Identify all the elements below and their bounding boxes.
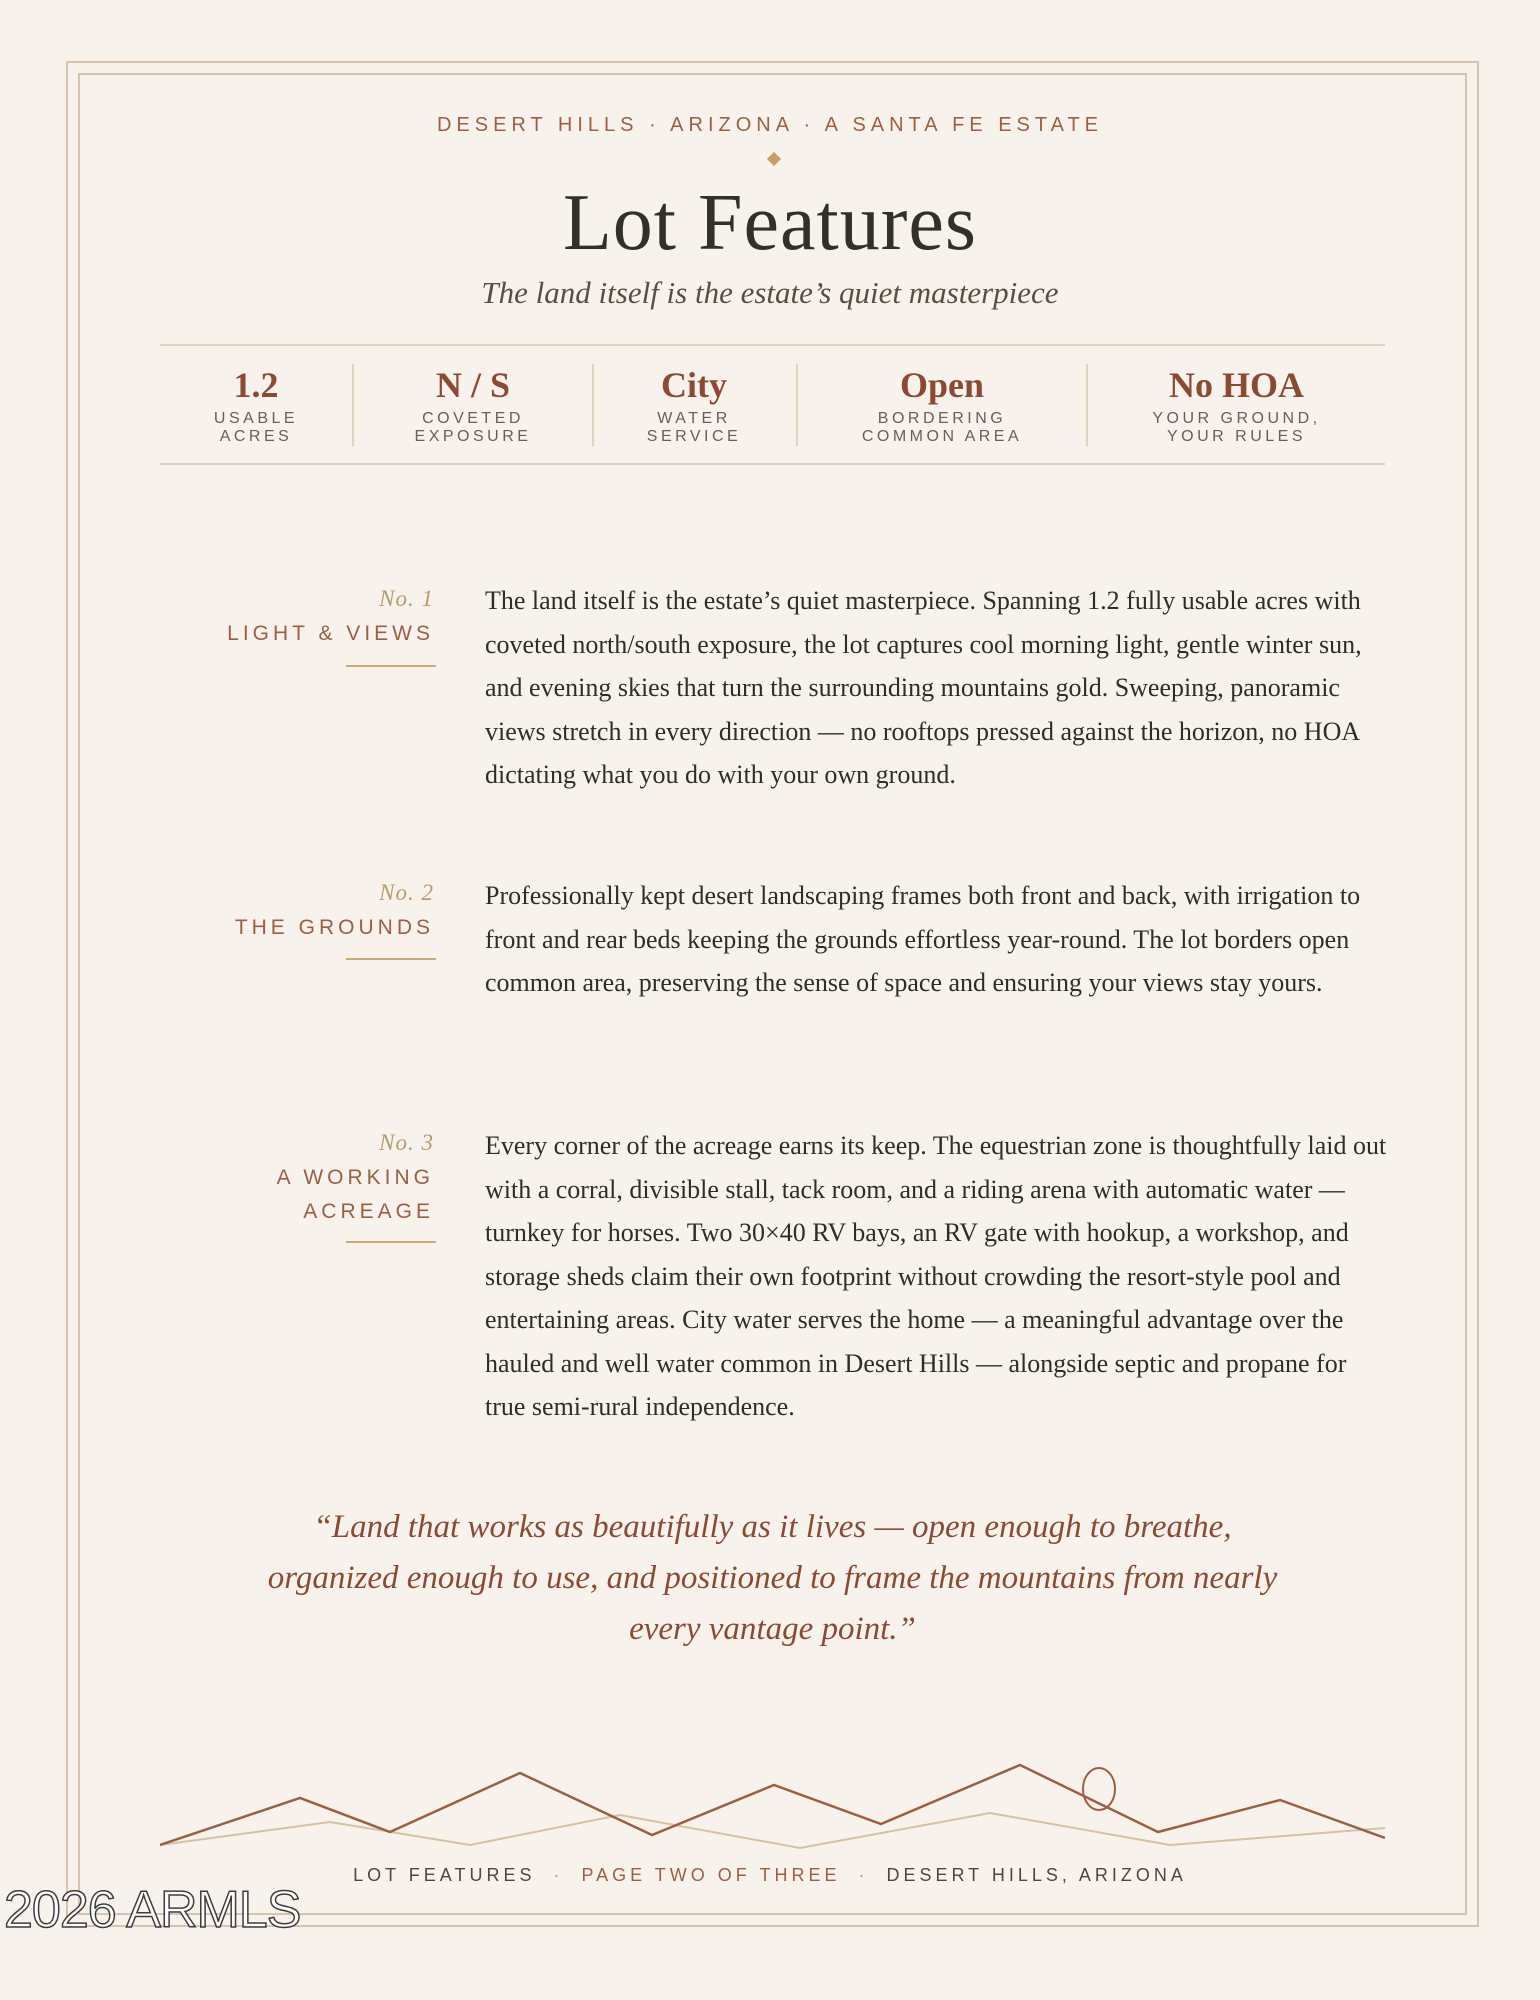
mountain-back-line bbox=[160, 1813, 1385, 1848]
mls-watermark: 2026 ARMLS bbox=[4, 1881, 301, 1939]
mountain-front-line bbox=[160, 1765, 1385, 1845]
section-3-label: A WORKING ACREAGE bbox=[276, 1166, 434, 1223]
section-1-body: The land itself is the estate’s quiet masterpiece. Spanning 1.2 fully usable acres with coveted north/south exposure, the lot captures cool morning light, gentle winter sun, and evening skies that turn the surrounding mountains gold. Sweeping, panoramic views stretch in every direction — no rooftops pressed against the horizon, no HOA dictating what you do with your own ground. bbox=[485, 586, 1362, 789]
eyebrow-location: DESERT HILLS · ARIZONA · A SANTA FE ESTATE bbox=[436, 114, 1104, 136]
section-2-label: THE GROUNDS bbox=[234, 916, 434, 939]
stat-label: YOUR GROUND, YOUR RULES bbox=[1152, 410, 1321, 445]
stat-label: BORDERING COMMON AREA bbox=[861, 410, 1023, 445]
footer-section: LOT FEATURES bbox=[353, 1865, 536, 1885]
stat-value: No HOA bbox=[1169, 365, 1304, 405]
footer-page-number: PAGE TWO OF THREE bbox=[581, 1865, 841, 1885]
stat-label: USABLE ACRES bbox=[213, 410, 299, 445]
section-3-body: Every corner of the acreage earns its keep. The equestrian zone is thoughtfully laid out with a corral, divisible stall, tack room, and a riding arena with automatic water — turnkey for horses. Two 30×40 RV bays, an RV gate with hookup, a workshop, and storage sheds claim their own footprint without crowding the resort-style pool and entertaining areas. City water serves the home — a meaningful advantage over the hauled and well water common in Desert Hills — alongside septic and propane for true semi-rural independence. bbox=[485, 1131, 1387, 1421]
footer-separator: · bbox=[553, 1865, 564, 1885]
section-1-rule bbox=[346, 665, 436, 667]
stat-value: Open bbox=[899, 365, 985, 405]
section-2-number: No. 2 bbox=[379, 880, 434, 905]
section-2-rule bbox=[346, 958, 436, 960]
section-3-number: No. 3 bbox=[379, 1130, 434, 1155]
stat-exposure bbox=[354, 346, 592, 464]
section-3-rule bbox=[346, 1241, 436, 1243]
stats-bar bbox=[160, 346, 1385, 464]
stat-acres bbox=[160, 346, 352, 464]
stat-label: WATER SERVICE bbox=[646, 410, 742, 445]
stat-common-area bbox=[798, 346, 1086, 464]
stat-label: COVETED EXPOSURE bbox=[414, 410, 532, 445]
mountain-range-icon bbox=[160, 1740, 1385, 1855]
footer-separator: · bbox=[858, 1865, 869, 1885]
pull-quote: “Land that works as beautifully as it lives — open enough to breathe, organized enough to use, and positioned to frame the mountains from nearly every vantage point.” bbox=[267, 1509, 1278, 1647]
stat-value: 1.2 bbox=[233, 365, 279, 405]
stat-value: City bbox=[661, 365, 727, 405]
stat-hoa bbox=[1088, 346, 1385, 464]
stat-water bbox=[594, 346, 794, 464]
section-1-label: LIGHT & VIEWS bbox=[227, 622, 434, 645]
stat-value: N / S bbox=[435, 365, 511, 405]
page-subtitle: The land itself is the estate’s quiet masterpiece bbox=[481, 275, 1059, 310]
section-2-body: Professionally kept desert landscaping frames both front and back, with irrigation to front and rear beds keeping the grounds effortless year-round. The lot borders open common area, preserving the sense of space and ensuring your views stay yours. bbox=[485, 881, 1361, 997]
footer-location: DESERT HILLS, ARIZONA bbox=[886, 1865, 1187, 1885]
section-1-number: No. 1 bbox=[379, 586, 434, 611]
stats-bottom-rule bbox=[160, 463, 1385, 465]
page-title: Lot Features bbox=[562, 179, 978, 267]
